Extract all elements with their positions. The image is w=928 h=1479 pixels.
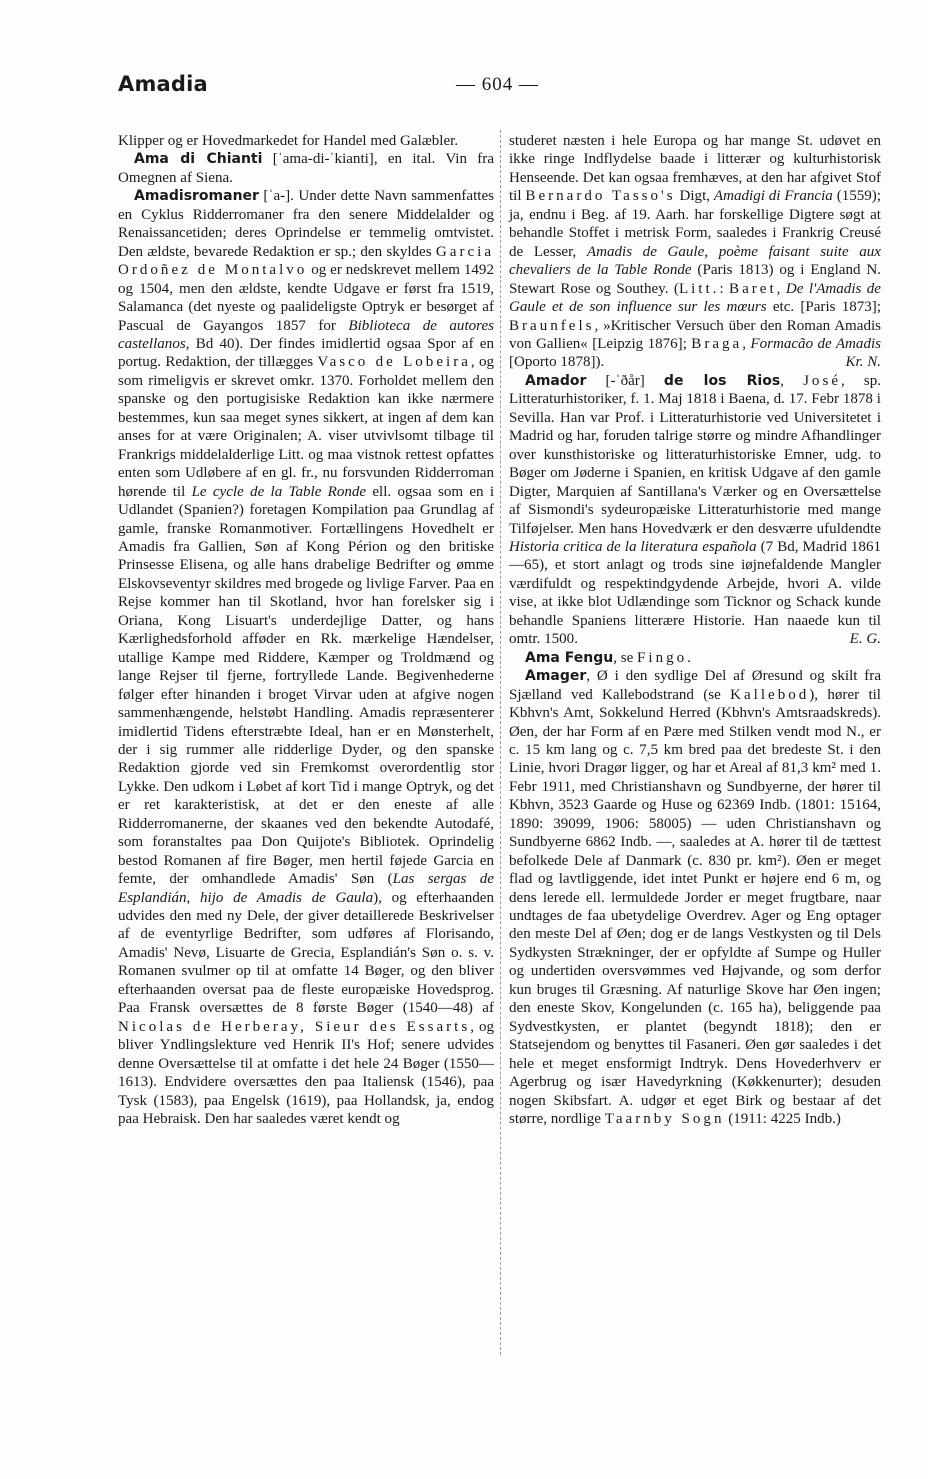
- italic-title: De l'Amadis de Gaule et de son influence sur les mœurs: [509, 280, 881, 316]
- italic-title: Amadigi di Francia: [713, 188, 833, 205]
- entry-text: etc. [Paris 1873];: [766, 299, 881, 316]
- spaced-name: Nicolas de Herberay, Sieur des Essarts: [118, 1018, 471, 1035]
- entry-amager: [509, 667, 881, 1128]
- paragraph-text: Klipper og er Hovedmarkedet for Handel med Galæbler.: [118, 133, 459, 149]
- page-number: — 604 —: [456, 74, 539, 95]
- italic-title: Historia critica de la literatura española: [509, 538, 757, 555]
- spaced-name: Bernardo Tasso's: [525, 188, 676, 205]
- spaced-name: Braunfels: [509, 317, 595, 334]
- entry-lemma: de los Rios: [663, 372, 781, 389]
- entry-text: og er nedskrevet mellem 1492 og 1504, men den ældste, kendte Udgave er først fra 1519, Salamanca (det nyeste og paalideligste Optryk er besørget af Pascual de Gayangos 1857 for: [118, 262, 494, 334]
- continued-paragraph: [118, 132, 494, 150]
- entry-text: , Bd 40). Der findes imidlertid ogsaa Spor af en portug. Redaktion, der tillægges: [118, 335, 494, 371]
- entry-text: [ˈa-]. Under dette Navn sammenfattes en Cyklus Ridderromaner fra den senere Middelalder og Renaissancetiden; deres Oprindelse er temmelig omtvistet. Den ældste, bevarede Redaktion er sp.; den skyldes: [118, 188, 494, 260]
- spaced-name: José: [803, 372, 841, 389]
- entry-lemma: Amador: [525, 372, 587, 389]
- entry-lemma: Ama di Chianti: [134, 151, 263, 168]
- entry-text: , og bliver Yndlingslekture ved Henrik II's Hof; senere udvides denne Oversættelse til at omfatte i det hele 24 Bøger (1550—1613). Endvidere oversættes den paa Italiensk (1546), paa Tysk (1583), paa Engelsk (1619), paa Hollandsk, ja, endog paa Hebraisk. Den har saaledes været kendt og: [118, 1018, 494, 1128]
- right-column: [509, 132, 881, 1128]
- entry-text: ,: [742, 335, 751, 352]
- entry-ama-di-chianti: [118, 150, 494, 187]
- italic-title: Le cycle de la Table Ronde: [191, 483, 367, 500]
- entry-amadisromaner: [118, 187, 494, 1128]
- spaced-name: Taarnby Sogn: [604, 1111, 725, 1128]
- spaced-name: Braga: [691, 335, 743, 352]
- entry-text: , sp. Litteraturhistoriker, f. 1. Maj 1818 i Baena, d. 17. Febr 1878 i Sevilla. Han var Prof. i Litteraturhistorie ved Universitetet i Madrid og har, foruden talrige større og mindre Afhandlinger over kunsthistoriske og litteraturhistoriske Emner, udg. to Bøger om Jøderne i Spanien, en kritisk Udgave af den gamle Digter, Marquien af Santillana's Værker og en Oversættelse af Sismondi's sydeuropæiske Litteraturhistorie med mange Tilføjelser. Men hans Hovedværk er den desværre ufuldendte: [509, 372, 882, 537]
- entry-lemma: Ama Fengu: [525, 649, 614, 666]
- entry-text: (1911: 4225 Indb.): [724, 1111, 841, 1128]
- spaced-name: Litt.: [678, 280, 720, 297]
- page-header: [118, 72, 810, 104]
- italic-title: Biblioteca de autores castellanos: [118, 317, 494, 352]
- italic-title: Formacão de Amadis: [750, 335, 882, 352]
- spaced-name: Vasco de Lobeira: [317, 354, 471, 371]
- entry-text: ,: [776, 280, 786, 297]
- entry-text: [ˈama-di-ˈkianti], en ital. Vin fra Omegnen af Siena.: [118, 151, 494, 186]
- cross-reference: Kallebod: [730, 686, 810, 703]
- entry-amador-de-los-rios: [509, 372, 881, 649]
- entry-ama-fengu: [509, 649, 881, 667]
- entry-text: , og som rimeligvis er skrevet omkr. 1370. Forholdet mellem den spanske og den portugisiske Redaktion kan ikke nærmere bestemmes, kun saa meget synes sikkert, at ingen af dem kan anses for at være Originalen; A. viser utvivlsomt tilbage til Frankrigs middelalderlige Litt. og maa vistnok rettest opfattes enten som Udløbere af en gl. fr., nu forsvunden Ridderroman hørende til: [118, 354, 494, 500]
- entry-text: , »Kritischer Versuch über den Roman Amadis von Gallien« [Leipzig 1876];: [509, 317, 881, 352]
- italic-title: Las sergas de Esplandián, hijo de Amadis de Gaula: [118, 871, 494, 906]
- entry-text: (Paris 1813) og i England N. Stewart Rose og Southey. (: [509, 262, 881, 297]
- column-divider: [500, 130, 501, 1355]
- entry-lemma: Amager: [525, 668, 587, 685]
- entry-text: ), og efterhaanden udvides den med ny Dele, der giver detaillerede Beskrivelser af de eventyrlige Bedrifter, som udføres af Florisando, Amadis' Nevø, Lisuarte de Grecia, Esplandián's Søn o. s. v. Romanen svulmer op til at omfatte 14 Bøger, og den bliver efterhaanden oversat paa de fleste europæiske Hovedsprog. Paa Fransk oversættes de 8 første Bøger (1540—48) af: [118, 889, 494, 1017]
- author-signature: Kr. N.: [845, 354, 881, 371]
- entry-text: Digt,: [675, 188, 714, 205]
- running-head-word: Amadia: [118, 72, 208, 96]
- entry-text: , se: [613, 649, 638, 666]
- entry-text: :: [719, 280, 730, 297]
- author-signature: E. G.: [849, 631, 881, 648]
- left-column: [118, 132, 494, 1128]
- italic-title: Amadis de Gaule, poème faisant suite aux chevaliers de la Table Ronde: [509, 243, 881, 279]
- entry-lemma: Amadisromaner: [134, 188, 259, 205]
- entry-text: (7 Bd, Madrid 1861—65), et stort anlagt og trods sine iøjnefaldende Mangler værdifuldt og respektindgydende Arbejde, hvori A. vilde vise, at ikke blot Udlændinge som Ticknor og Schack kunde behandle Spaniens litterære Historie. Han naaede kun til omtr. 1500.: [509, 538, 881, 648]
- continued-paragraph: [509, 132, 881, 372]
- entry-text: , Ø i den sydlige Del af Øresund og skilt fra Sjælland ved Kallebodstrand (se: [509, 668, 881, 703]
- entry-text: ell. ogsaa som en i Udlandet (Spanien?) foretagen Kompilation paa Grundlag af gamle, franske Romanmotiver. Fortællingens Hovedhelt er Amadis fra Gallien, Søn af Kong Périon og den britiske Prinsesse Elisena, og alle hans drabelige Bedrifter og ømme Elskovseventyr skildres med brogede og livlige Farver. Paa en Rejse kommer han til Skotland, hvor han forelsker sig i Oriana, Kong Lisuart's underdejlige Datter, og hans Kærlighedsforhold afføder en Rk. mærkelige Hændelser, utallige Kampe med Riddere, Kæmper og Troldmænd og lange Rejser til fjerne, fortryllede Lande. Begivenhederne følger efter hinanden i broget Virvar uden at afgive nogen sammenhængende, helstøbt Handling. Amadis repræsenterer imidlertid Tidens efterstræbte Ideal, han er en Mønsterhelt, der i sig rummer alle ridderlige Dyder, og den spanske Redaktion gjorde ved sin Fremkomst overordentlig stor Lykke. Den udkom i Løbet af kort Tid i mange Optryk, og det er ret karakteristisk, at det er den eneste af alle Ridderromanerne, der skaanes ved den bekendte Autodafé, som foranstaltes paa Don Quijote's Bibliotek. Oprindelig bestod Romanen af fire Bøger, men hertil føjede Garcia en femte, der omhandlede Amadis' Søn (: [118, 483, 494, 888]
- entry-text: [Oporto 1878]).: [509, 354, 605, 371]
- entry-text: .: [687, 649, 691, 666]
- entry-text: (1559); ja, endnu i Beg. af 19. Aarh. har forskellige Digtere søgt at behandle Stoffet i metrisk Form, saaledes i Frankrig Creusé de Lesser,: [509, 188, 881, 260]
- entry-text: ), hører til Kbhvn's Amt, Sokkelund Herred (Kbhvn's Amtsraadskreds). Øen, der har Form af en Pære med Stilken vendt mod N., er c. 15 km lang og c. 7,5 km bred paa det bredeste St. i den Linie, hvori Dragør ligger, og har et Areal af 81,3 km² med 1. Febr 1911, med Christianshavn og Sundbyerne, der hører til Kbhvn, 3523 Gaarde og Huse og 62369 Indb. (1801: 15164, 1890: 39099, 1906: 58005) — uden Christianshavn og Sundbyerne 6862 Indb. —, saaledes at A. hører til de tættest befolkede Dele af Danmark (c. 830 pr. km²). Øen er meget flad og lavtliggende, idet intet Punkt er højere end 6 m, og dens lerede ell. lermuldede Jorder er meget frugtbare, naar undtages de faa ubetydelige Overdrev. Ager og Eng optager den meste Del af Øen; dog er de langs Vestkysten og til Dels Sydkysten Strækninger, der er opfyldte af Sumpe og Huller og undertiden oversvømmes ved Højvande, og som derfor kun bruges til Græsning. Af naturlige Skove har Øen ingen; den eneste Skov, Kongelunden (c. 165 ha), beliggende paa Sydvestkysten, er plantet (begyndt 1818); den er Statsejendom og benyttes til Fasaneri. Øen gør saaledes i det hele et meget ensformigt Indtryk. Dens Hovederhverv er Agerbrug og især Havedyrkning (Køkkenurter); desuden nogen Skibsfart. A. udgør et eget Birk og bestaar af det større, nordlige: [509, 686, 881, 1128]
- entry-text: ,: [780, 372, 804, 389]
- cross-reference: Fingo: [637, 649, 688, 666]
- spaced-name: Baret: [729, 280, 777, 297]
- entry-text: [-ˈðår]: [586, 372, 664, 389]
- entry-text: studeret næsten i hele Europa og har mange St. udøvet en ikke ringe Indflydelse baade i litterær og kulturhistorisk Henseende. Det kan ogsaa fremhæves, at den har afgivet Stof til: [509, 133, 881, 205]
- spaced-name: Garcia Ordoñez de Montalvo: [118, 243, 494, 279]
